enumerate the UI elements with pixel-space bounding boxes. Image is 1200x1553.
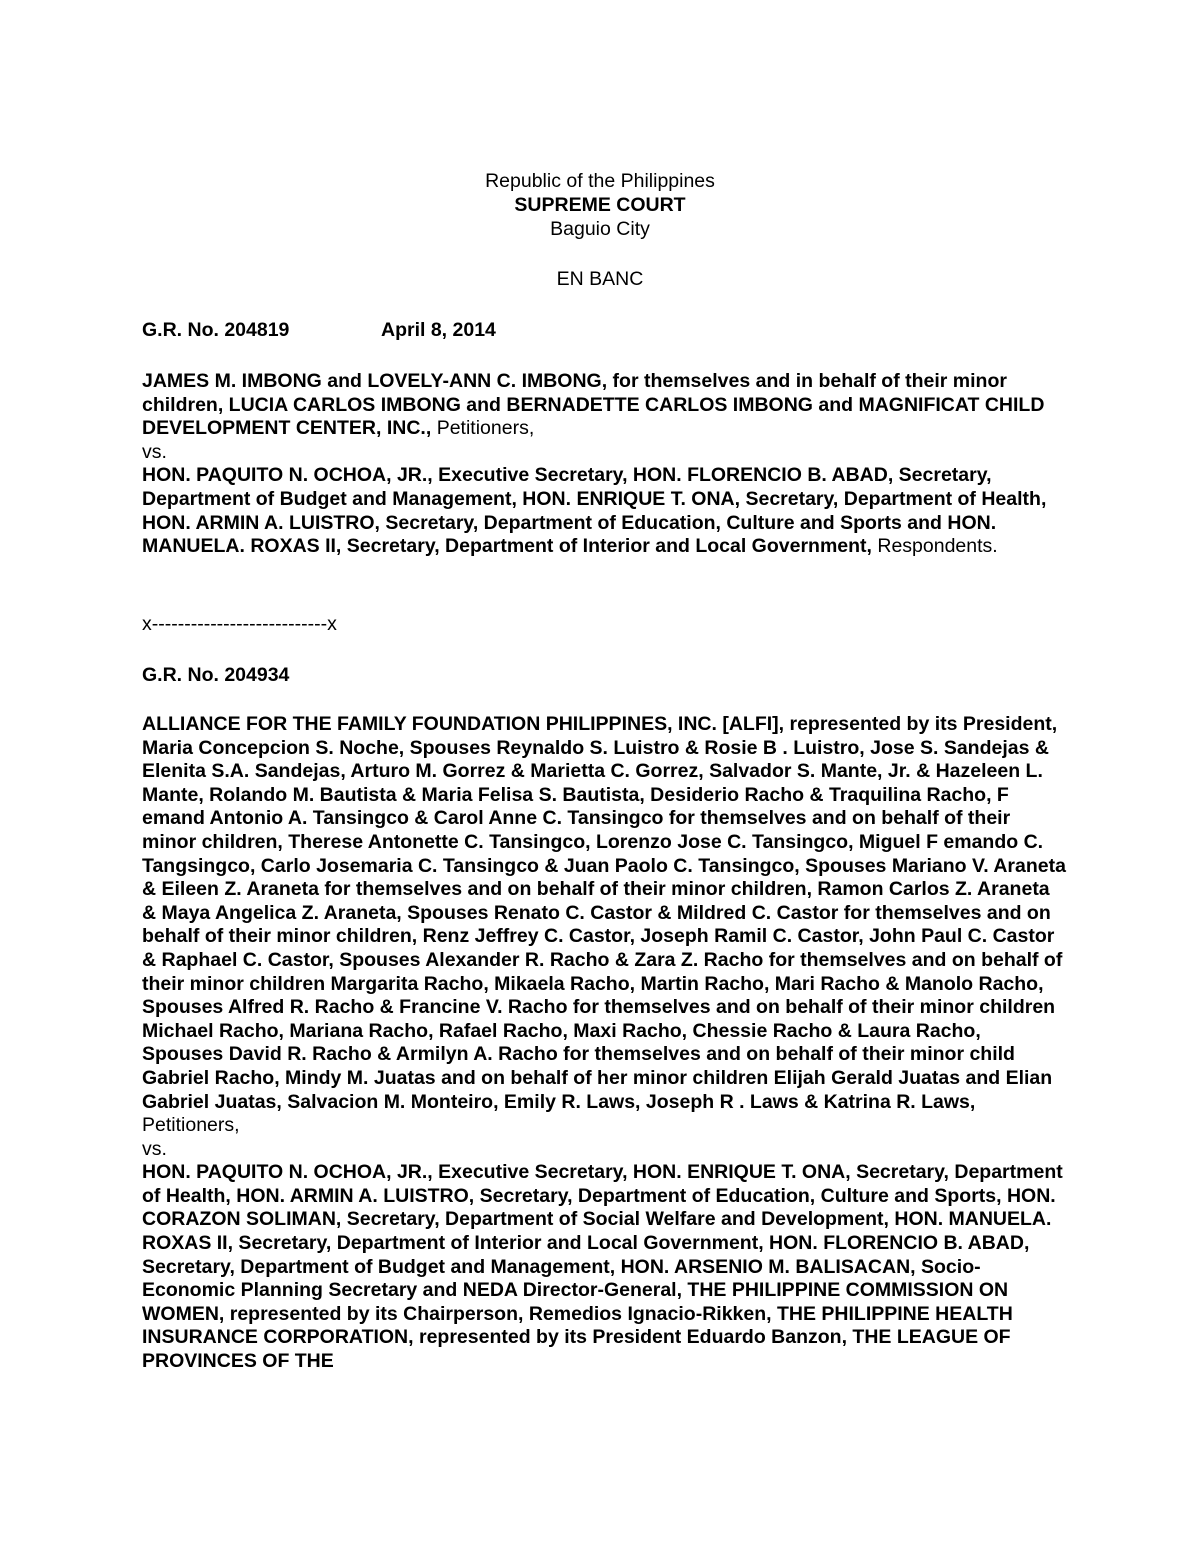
case1-petitioners-role: Petitioners, — [431, 417, 535, 440]
case2-respondents: HON. PAQUITO N. OCHOA, JR., Executive Secretary, HON. ENRIQUE T. ONA, Secretary, Department of Health, HON. ARMIN A. LUISTRO, Secretary, Department of Education, Culture and Sports, HON. CORAZON SOLIMAN, Secretary, Department of Social Welfare and Development, HON. MANUELA. ROXAS II, Secretary, Department of Interior and Local Government, HON. FLORENCIO B. ABAD, Secretary, Department of Budget and Management, HON. ARSENIO M. BALISACAN, Socio-Economic Planning Secretary and NEDA Director-General, THE PHILIPPINE COMMISSION ON WOMEN, represented by its Chairperson, Remedios Ignacio-Rikken, THE PHILIPPINE HEALTH INSURANCE CORPORATION, represented by its President Eduardo Banzon, THE LEAGUE OF PROVINCES OF THE — [142, 1161, 1063, 1373]
division-label: EN BANC — [556, 268, 644, 290]
case2-gr-number: G.R. No. 204934 — [142, 664, 290, 686]
case-separator: x---------------------------x — [142, 613, 337, 635]
case1-versus: vs. — [142, 440, 167, 463]
court-city: Baguio City — [550, 218, 650, 240]
case1-parties — [142, 370, 1067, 559]
case2-petitioners-role: Petitioners, — [142, 1114, 240, 1137]
case1-respondents-role: Respondents. — [871, 535, 998, 558]
court-name: SUPREME COURT — [514, 194, 686, 216]
court-header — [0, 169, 1200, 241]
case2-versus: vs. — [142, 1137, 167, 1160]
case1-heading — [142, 318, 496, 342]
case1-respondents: HON. PAQUITO N. OCHOA, JR., Executive Secretary, HON. FLORENCIO B. ABAD, Secretary, Department of Budget and Management, HON. ENRIQUE T. ONA, Secretary, Department of Health, HON. ARMIN A. LUISTRO, Secretary, Department of Education, Culture and Sports and HON. MANUELA. ROXAS II, Secretary, Department of Interior and Local Government, — [142, 464, 1047, 558]
case2-petitioners: ALLIANCE FOR THE FAMILY FOUNDATION PHILIPPINES, INC. [ALFI], represented by its President, Maria Concepcion S. Noche, Spouses Reynaldo S. Luistro & Rosie B . Luistro, Jose S. Sandejas & Elenita S.A. Sandejas, Arturo M. Gorrez & Marietta C. Gorrez, Salvador S. Mante, Jr. & Hazeleen L. Mante, Rolando M. Bautista & Maria Felisa S. Bautista, Desiderio Racho & Traquilina Racho, F emand Antonio A. Tansingco & Carol Anne C. Tansingco for themselves and on behalf of their minor children, Therese Antonette C. Tansingco, Lorenzo Jose C. Tansingco, Miguel F emando C. Tangsingco, Carlo Josemaria C. Tansingco & Juan Paolo C. Tansingco, Spouses Mariano V. Araneta & Eileen Z. Araneta for themselves and on behalf of their minor children, Ramon Carlos Z. Araneta & Maya Angelica Z. Araneta, Spouses Renato C. Castor & Mildred C. Castor for themselves and on behalf of their minor children, Renz Jeffrey C. Castor, Joseph Ramil C. Castor, John Paul C. Castor & Raphael C. Castor, Spouses Alexander R. Racho & Zara Z. Racho for themselves and on behalf of their minor children Margarita Racho, Mikaela Racho, Martin Racho, Mari Racho & Manolo Racho, Spouses Alfred R. Racho & Francine V. Racho for themselves and on behalf of their minor children Michael Racho, Mariana Racho, Rafael Racho, Maxi Racho, Chessie Racho & Laura Racho, Spouses David R. Racho & Armilyn A. Racho for themselves and on behalf of their minor child Gabriel Racho, Mindy M. Juatas and on behalf of her minor children Elijah Gerald Juatas and Elian Gabriel Juatas, Salvacion M. Monteiro, Emily R. Laws, Joseph R . Laws & Katrina R. Laws, — [142, 713, 1066, 1113]
case2-parties — [142, 713, 1067, 1374]
republic-line: Republic of the Philippines — [485, 170, 715, 192]
case1-petitioners: JAMES M. IMBONG and LOVELY-ANN C. IMBONG, for themselves and in behalf of their minor children, LUCIA CARLOS IMBONG and BERNADETTE CARLOS IMBONG and MAGNIFICAT CHILD DEVELOPMENT CENTER, INC., — [142, 370, 1045, 440]
case2-heading — [142, 663, 289, 687]
case1-date: April 8, 2014 — [381, 319, 496, 341]
case1-gr-number: G.R. No. 204819 — [142, 319, 290, 341]
